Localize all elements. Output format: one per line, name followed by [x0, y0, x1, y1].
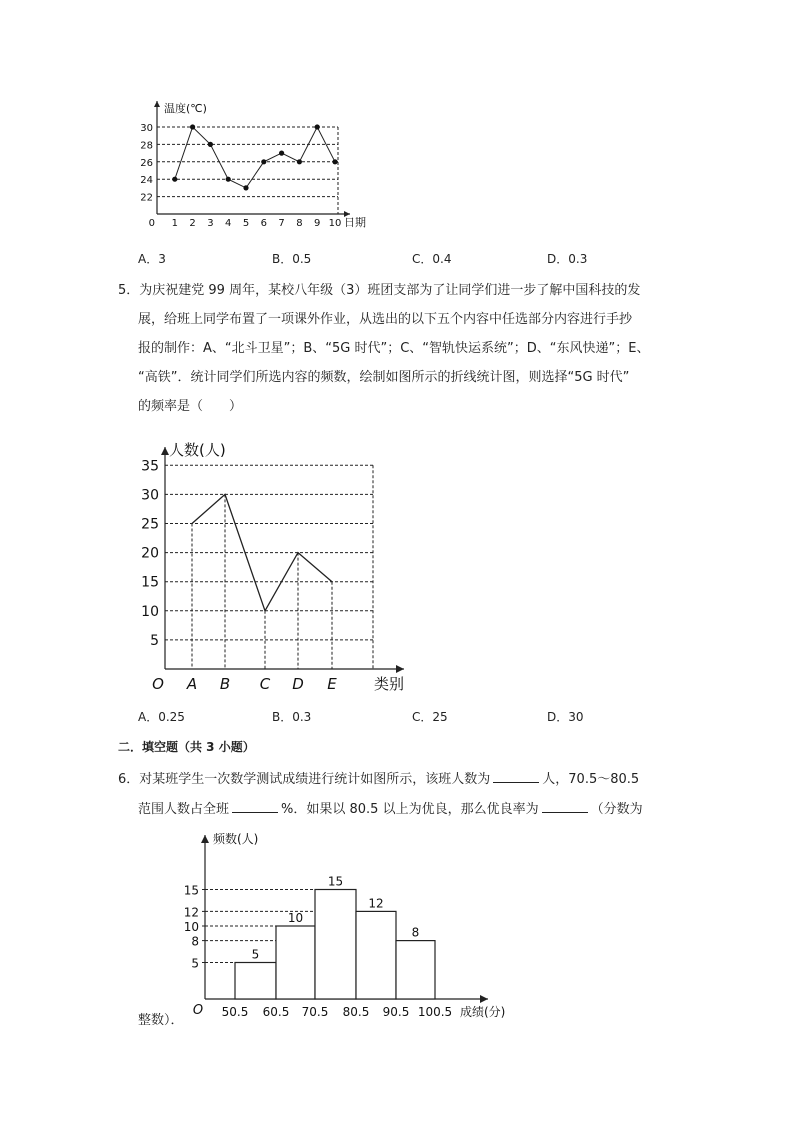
histogram-bar [396, 941, 435, 999]
x-tick-label: 1 [171, 218, 178, 229]
bar-data-label: 15 [327, 874, 344, 889]
histogram-bar [356, 911, 396, 999]
x-axis-arrow [480, 995, 488, 1003]
x-tick-label: 100.5 [417, 1005, 453, 1019]
histogram-bar [276, 926, 315, 999]
q5-line-5: 的频率是（ ） [138, 399, 243, 414]
y-axis-title: 人数(人) [169, 441, 226, 459]
x-tick-label: D [292, 675, 304, 693]
data-point [315, 124, 320, 129]
y-axis-arrow [161, 447, 169, 455]
q5-line-4: “高铁”．统计同学们所选内容的频数，绘制如图所示的折线统计图，则选择“5G 时代” [138, 370, 630, 385]
y-tick-label: 22 [140, 192, 153, 204]
q4-option-d: D．0.3 [547, 252, 588, 266]
x-tick-label: 4 [225, 218, 232, 229]
answer-blank-3[interactable] [542, 800, 588, 813]
data-point [297, 159, 302, 164]
y-tick-label: 5 [150, 632, 159, 649]
data-point [261, 159, 266, 164]
y-tick-label: 10 [141, 603, 159, 620]
data-point [243, 185, 248, 190]
y-axis-arrow [154, 101, 160, 107]
answer-blank-1[interactable] [493, 770, 539, 783]
q6-text-2b: %．如果以 80.5 以上为优良，那么优良率为 [281, 802, 539, 817]
histogram-bar [315, 890, 356, 1000]
category-frequency-chart [130, 435, 420, 695]
x-axis-arrow [396, 665, 404, 673]
x-tick-label: B [219, 675, 231, 693]
q6-text-2a: 范围人数占全班 [138, 802, 230, 817]
x-tick-label: C [259, 675, 271, 693]
q5-option-a: A．0.25 [138, 710, 185, 724]
origin-label: O [152, 675, 164, 693]
y-tick-label: 10 [183, 920, 199, 934]
q6-line-3: 整数）． [138, 1013, 184, 1028]
x-tick-label: 90.5 [382, 1005, 410, 1019]
x-tick-label: 2 [189, 218, 196, 229]
answer-blank-2[interactable] [232, 800, 278, 813]
x-tick-label: 5 [242, 218, 250, 229]
x-tick-label: 50.5 [221, 1005, 249, 1019]
q5-line-2: 展，给班上同学布置了一项课外作业，从选出的以下五个内容中任选部分内容进行手抄 [138, 312, 633, 327]
data-point [279, 151, 284, 156]
bar-data-label: 5 [251, 947, 260, 962]
q6-line-1 [118, 768, 639, 787]
y-tick-label: 28 [140, 140, 153, 152]
data-point [208, 142, 213, 147]
x-tick-label: 80.5 [342, 1005, 370, 1019]
bar-data-label: 8 [411, 925, 420, 940]
origin-label: O [192, 1003, 204, 1018]
q4-option-b: B．0.5 [272, 252, 312, 266]
x-tick-label: 7 [278, 218, 285, 229]
origin-label: 0 [148, 218, 155, 229]
data-point [172, 177, 177, 182]
y-tick-label: 30 [140, 123, 153, 134]
x-axis-title: 日期 [344, 216, 366, 229]
x-tick-label: 60.5 [262, 1005, 290, 1019]
q5-line-1: 5．为庆祝建党 99 周年，某校八年级（3）班团支部为了让同学们进一步了解中国科技的发 [118, 283, 641, 298]
data-point [226, 177, 231, 182]
x-axis-title: 成绩(分) [460, 1005, 506, 1019]
y-tick-label: 30 [141, 487, 159, 504]
q5-option-d: D．30 [547, 710, 584, 724]
y-tick-label: 26 [140, 157, 153, 169]
x-tick-label: 8 [296, 218, 303, 229]
y-tick-label: 24 [140, 175, 153, 187]
x-tick-label: 9 [314, 218, 321, 229]
x-tick-label: A [186, 675, 198, 693]
q6-text-1b: 人，70.5～80.5 [542, 772, 640, 787]
y-tick-label: 20 [141, 545, 159, 562]
q4-option-a: A．3 [138, 252, 166, 266]
x-tick-label: 3 [207, 218, 214, 229]
bar-data-label: 10 [287, 911, 304, 925]
x-tick-label: E [327, 675, 337, 693]
x-tick-label: 10 [328, 218, 342, 229]
q6-text-1a: 6．对某班学生一次数学测试成绩进行统计如图所示，该班人数为 [118, 772, 491, 787]
y-tick-label: 5 [191, 956, 199, 971]
bar-data-label: 12 [368, 896, 384, 911]
q5-option-c: C．25 [412, 710, 448, 724]
q5-stem [118, 276, 698, 421]
x-axis-title: 类别 [374, 675, 405, 693]
q4-option-c: C．0.4 [412, 252, 452, 266]
y-tick-label: 15 [141, 574, 159, 591]
x-tick-label: 6 [260, 218, 267, 229]
y-tick-label: 8 [191, 934, 199, 949]
y-tick-label: 15 [183, 883, 199, 898]
score-histogram [170, 825, 530, 1025]
y-tick-label: 12 [183, 905, 199, 920]
y-axis-title: 温度(℃) [164, 102, 207, 115]
y-tick-label: 25 [141, 516, 159, 533]
y-tick-label: 35 [141, 458, 159, 475]
data-point [190, 124, 195, 129]
q6-line-2 [138, 798, 643, 817]
y-axis-title: 频数(人) [213, 832, 259, 846]
q5-line-3: 报的制作：A、“北斗卫星”；B、“5G 时代”；C、“智轨快运系统”；D、“东风快递”；E、 [138, 341, 650, 356]
data-point [332, 159, 337, 164]
q5-option-b: B．0.3 [272, 710, 312, 724]
histogram-bar [235, 963, 276, 1000]
section-heading: 二．填空题（共 3 小题） [118, 740, 255, 754]
q6-text-2c: （分数为 [590, 802, 643, 817]
x-tick-label: 70.5 [301, 1005, 329, 1019]
temperature-chart [130, 95, 380, 240]
y-axis-arrow [201, 835, 209, 843]
